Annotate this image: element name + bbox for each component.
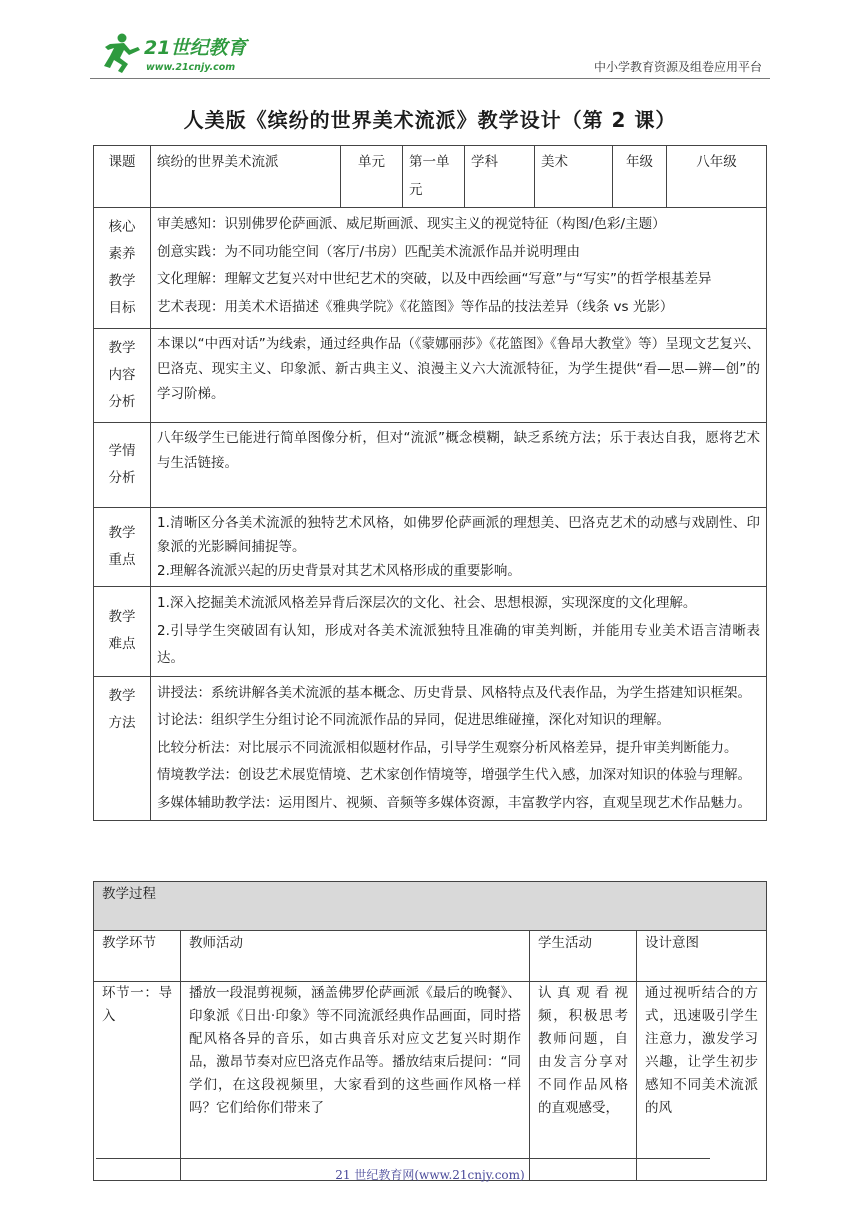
design-table bbox=[93, 145, 767, 821]
section-row-goals bbox=[94, 208, 767, 329]
subject-value: 美术 bbox=[535, 146, 613, 208]
section-content: 本课以“中西对话”为线索，通过经典作品（《蒙娜丽莎》《花篮图》《鲁昂大教堂》等）呈现文艺复兴、巴洛克、现实主义、印象派、新古典主义、浪漫主义六大流派特征，为学生提供“看—思—辨—创”的学习阶梯。 bbox=[151, 329, 767, 423]
page-title: 人美版《缤纷的世界美术流派》教学设计（第 2 课） bbox=[183, 108, 677, 132]
header-stage: 教学环节 bbox=[94, 931, 181, 982]
section-row-key-points bbox=[94, 508, 767, 587]
site-logo bbox=[96, 30, 266, 76]
process-row-intro bbox=[94, 982, 767, 1181]
subject-label: 学科 bbox=[465, 146, 535, 208]
process-title: 教学过程 bbox=[94, 882, 767, 931]
design-intent: 通过视听结合的方式，迅速吸引学生注意力，激发学习兴趣，让学生初步感知不同美术流派的风 bbox=[637, 982, 767, 1181]
section-label: 教学 内容 分析 bbox=[94, 329, 151, 423]
process-title-row bbox=[94, 882, 767, 931]
footer-link[interactable]: 21 世纪教育网(www.21cnjy.com) bbox=[335, 1168, 525, 1182]
topic-label: 课题 bbox=[94, 146, 151, 208]
footer-divider bbox=[96, 1158, 710, 1159]
grade-value: 八年级 bbox=[667, 146, 767, 208]
header-intent: 设计意图 bbox=[637, 931, 767, 982]
platform-name: 中小学教育资源及组卷应用平台 bbox=[593, 60, 762, 74]
section-content: 讲授法：系统讲解各美术流派的基本概念、历史背景、风格特点及代表作品，为学生搭建知识框架。 讨论法：组织学生分组讨论不同流派作品的异同，促进思维碰撞，深化对知识的理解。 比较分析法：对比展示不同流派相似题材作品，引导学生观察分析风格差异，提升审美判断能力。 情境教学法：创设艺术展览情境、艺术家创作情境等，增强学生代入感，加深对知识的体验与理解。 多媒体辅助教学法：运用图片、视频、音频等多媒体资源，丰富教学内容，直观呈现艺术作品魅力。 bbox=[151, 676, 767, 821]
topic-value: 缤纷的世界美术流派 bbox=[151, 146, 341, 208]
info-row bbox=[94, 146, 767, 208]
unit-value: 第一单元 bbox=[403, 146, 465, 208]
svg-text:21世纪教育: 21世纪教育 bbox=[144, 37, 247, 59]
svg-text:www.21cnjy.com: www.21cnjy.com bbox=[146, 62, 236, 73]
grade-label: 年级 bbox=[613, 146, 667, 208]
process-table bbox=[93, 881, 767, 1181]
section-row-difficulties bbox=[94, 587, 767, 677]
student-activity: 认真观看视频，积极思考教师问题，自由发言分享对不同作品风格的直观感受， bbox=[530, 982, 637, 1181]
section-label: 教学 难点 bbox=[94, 587, 151, 677]
section-content: 1.深入挖掘美术流派风格差异背后深层次的文化、社会、思想根源，实现深度的文化理解。 2.引导学生突破固有认知，形成对各美术流派独特且准确的审美判断，并能用专业美术语言清晰表达。 bbox=[151, 587, 767, 677]
section-label: 学情 分析 bbox=[94, 423, 151, 508]
section-content: 1.清晰区分各美术流派的独特艺术风格，如佛罗伦萨画派的理想美、巴洛克艺术的动感与戏剧性、印象派的光影瞬间捕捉等。 2.理解各流派兴起的历史背景对其艺术风格形成的重要影响。 bbox=[151, 508, 767, 587]
section-row-content-analysis bbox=[94, 329, 767, 423]
stage-cell: 环节一：导入 bbox=[94, 982, 181, 1181]
header-divider bbox=[90, 78, 770, 79]
section-content: 八年级学生已能进行简单图像分析，但对“流派”概念模糊，缺乏系统方法；乐于表达自我，愿将艺术与生活链接。 bbox=[151, 423, 767, 508]
header-teacher: 教师活动 bbox=[181, 931, 530, 982]
process-header-row bbox=[94, 931, 767, 982]
section-row-methods bbox=[94, 676, 767, 821]
section-label: 核心 素养 教学 目标 bbox=[94, 208, 151, 329]
section-row-learner-analysis bbox=[94, 423, 767, 508]
section-label: 教学 重点 bbox=[94, 508, 151, 587]
page-header bbox=[90, 28, 770, 80]
teacher-activity: 播放一段混剪视频，涵盖佛罗伦萨画派《最后的晚餐》、印象派《日出·印象》等不同流派经典作品画面，同时搭配风格各异的音乐，如古典音乐对应文艺复兴时期作品，激昂节奏对应巴洛克作品等。播放结束后提问：“同学们，在这段视频里，大家看到的这些画作风格一样吗？它们给你们带来了 bbox=[181, 982, 530, 1181]
unit-label: 单元 bbox=[341, 146, 403, 208]
section-label: 教学 方法 bbox=[94, 676, 151, 821]
section-content: 审美感知：识别佛罗伦萨画派、威尼斯画派、现实主义的视觉特征（构图/色彩/主题） 创意实践：为不同功能空间（客厅/书房）匹配美术流派作品并说明理由 文化理解：理解文艺复兴对中世纪艺术的突破，以及中西绘画“写意”与“写实”的哲学根基差异 艺术表现：用美术术语描述《雅典学院》《花篮图》等作品的技法差异（线条 vs 光影） bbox=[151, 208, 767, 329]
header-student: 学生活动 bbox=[530, 931, 637, 982]
